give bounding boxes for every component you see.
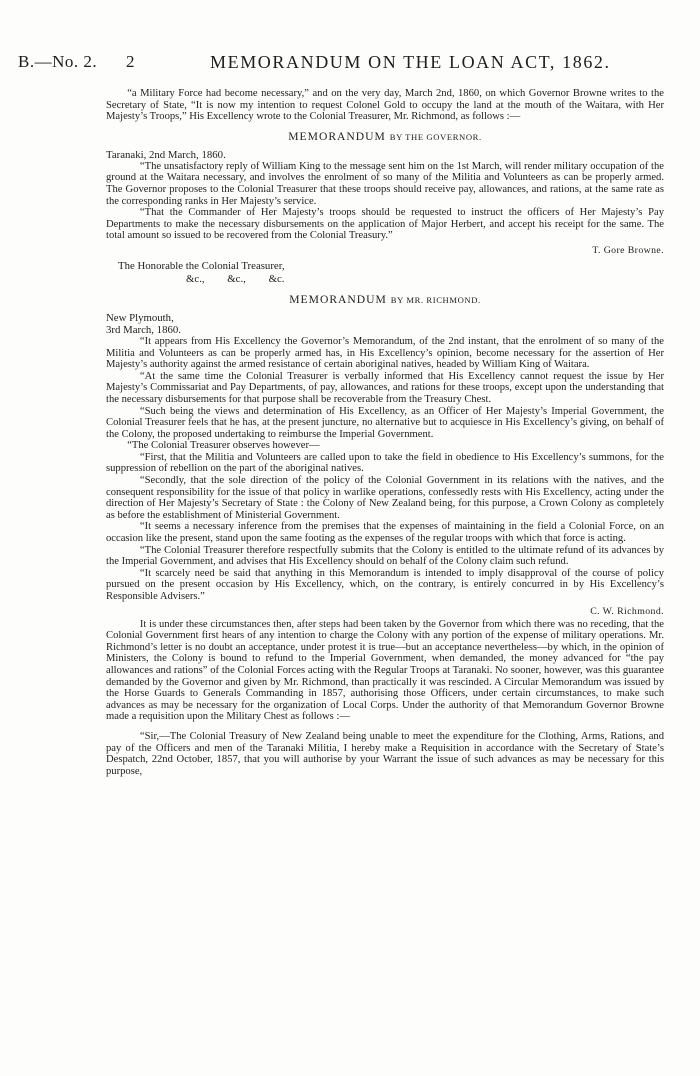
governor-signature: T. Gore Browne.	[592, 244, 664, 256]
memo-richmond-heading-by: BY MR. RICHMOND.	[390, 294, 481, 305]
memo-richmond-paragraph: “It seems a necessary inference from the premises that the expenses of maintaining in the field a Colonial Force, on an occasion like the present, stand upon the same footing as the expenses of the regular troops with which that force is acting.	[106, 521, 664, 545]
memo-richmond-paragraph: “First, that the Militia and Volunteers are called upon to take the field in obedience to His Excellency’s summons, for the suppression of rebellion on the part of the aboriginal natives.	[106, 451, 664, 475]
page-header	[0, 52, 700, 76]
memo-richmond-heading	[106, 293, 664, 306]
memo-governor-paragraph: “That the Commander of Her Majesty’s troops should be requested to instruct the officers of Her Majesty’s Pay Departments to make the necessary disbursements on the application of Major Herbert, and accept his receipt for the same. The total amount so issued to be recovered from the Colonial Treasury.”	[106, 207, 664, 242]
spacer	[106, 723, 664, 731]
memo-governor-place-date: Taranaki, 2nd March, 1860.	[106, 148, 226, 161]
intro-paragraph: “a Military Force had become necessary,” and on the very day, March 2nd, 1860, on which Governor Browne writes to the Secretary of State, “It is now my intention to request Colonel Gold to occupy the land at the mouth of the Waitara, with Her Majesty’s Troops,” His Excellency wrote to the Colonial Treasurer, Mr. Richmond, as follows :—	[106, 88, 664, 123]
memo-richmond-paragraph: “Such being the views and determination of His Excellency, as an Officer of Her Majesty’s Imperial Government, the Colonial Treasurer feels that he has, at the present juncture, no alternative but to acquiesce in His Excellency’s giving, on behalf of the Colony, the proposed undertaking to reimburse the Imperial Government.	[106, 405, 664, 440]
memo-richmond-place-date	[106, 312, 664, 336]
memo-richmond-heading-word: MEMORANDUM	[289, 292, 387, 306]
memo-richmond-paragraph: “It scarcely need be said that anything in this Memorandum is intended to imply disapproval of the course of policy pursued on the present occasion by His Excellency, which, on the contrary, is entirely concurred in by His Excellency’s Responsible Advisers.”	[106, 567, 664, 602]
closing-paragraph: It is under these circumstances then, after steps had been taken by the Governor from which there was no receding, that the Colonial Government first hears of any intention to charge the Colony with any portion of the expense of military operations. Mr. Richmond’s letter is no doubt an acceptance, under protest it is true—but an acceptance nevertheless—by which, in the opinion of Ministers, the Colony is bound to refund to the Imperial Government, when demanded, the money advanced for “the pay allowances and rations” of the Colonial Forces acting with the Regular Troops at Taranaki. No sooner, however, was this guarantee demanded by the Governor and given by Mr. Richmond, than practically it was rescinded. A Circular Memorandum was issued by the Horse Guards to Generals Commanding in 1857, authorising those Officers, under certain circumstances, to make such advances as may be necessary for the organization of Local Corps. Under the authority of that Memorandum Governor Browne made a requisition upon the Military Chest as follows :—	[106, 618, 664, 723]
document-reference: B.—No. 2.	[18, 52, 98, 71]
memo-richmond-paragraph: “It appears from His Excellency the Governor’s Memorandum, of the 2nd instant, that the enrolment of so many of the Militia and Volunteers as can be properly armed has, in His Excellency’s opinion, become necessary for the assertion of Her Majesty’s authority against the armed resistance of certain aboriginal natives, headed by William King of Waitara.	[106, 335, 664, 371]
running-title: MEMORANDUM ON THE LOAN ACT, 1862.	[210, 52, 611, 72]
page-body	[106, 88, 664, 777]
memo-richmond-date: 3rd March, 1860.	[106, 323, 181, 336]
richmond-signature: C. W. Richmond.	[590, 605, 664, 617]
memo-governor-heading-word: MEMORANDUM	[288, 129, 386, 143]
memo-governor-heading-by: BY THE GOVERNOR.	[389, 131, 482, 142]
address-block	[118, 260, 664, 286]
page-number: 2	[126, 52, 135, 71]
memo-richmond-paragraph: “Secondly, that the sole direction of the policy of the Colonial Government in its relations with the natives, and the consequent responsibility for the issue of that policy in warlike operations, confessedly rests with His Excellency, acting under the direction of Her Majesty’s Secretary of State : the Colony of New Zealand being, for this purpose, a Crown Colony as completely as before the establishment of Ministerial Government.	[106, 475, 664, 521]
memo-governor-heading	[106, 130, 664, 143]
memo-richmond-place: New Plymouth,	[106, 311, 174, 324]
address-line-etc: &c., &c., &c.	[186, 272, 285, 285]
requisition-letter: “Sir,—The Colonial Treasury of New Zealand being unable to meet the expenditure for the Clothing, Arms, Rations, and pay of the Officers and men of the Taranaki Militia, I hereby make a Requisition in accordance with the Secretary of State’s Despatch, 22nd October, 1857, that you will authorise by your Warrant the issue of such advances as may be necessary for this purpose,	[106, 730, 664, 777]
memo-governor-paragraph: “The unsatisfactory reply of William King to the message sent him on the 1st March, will render military occupation of the ground at the Waitara necessary, and involves the enrolment of so many of the Militia and Volunteers as can be properly armed. The Governor proposes to the Colonial Treasurer that these troops should receive pay, allowances, and rations, at the same rate as the corresponding ranks in Her Majesty’s service.	[106, 160, 664, 207]
memo-richmond-paragraph: “At the same time the Colonial Treasurer is verbally informed that His Excellency cannot request the issue by Her Majesty’s Commissariat and Pay Departments, of pay, allowances, and rations for these troops, except upon the understanding that the necessary disbursements for that purpose shall be recoverable from the Treasury Chest.	[106, 370, 664, 405]
memo-richmond-paragraph: “The Colonial Treasurer observes however—	[127, 440, 320, 452]
memo-richmond-paragraph: “The Colonial Treasurer therefore respectfully submits that the Colony is entitled to the ultimate refund of its advances by the Imperial Government, and advises that His Excellency should on behalf of the Colony claim such refund.	[106, 544, 664, 568]
address-line: The Honorable the Colonial Treasurer,	[118, 259, 285, 272]
